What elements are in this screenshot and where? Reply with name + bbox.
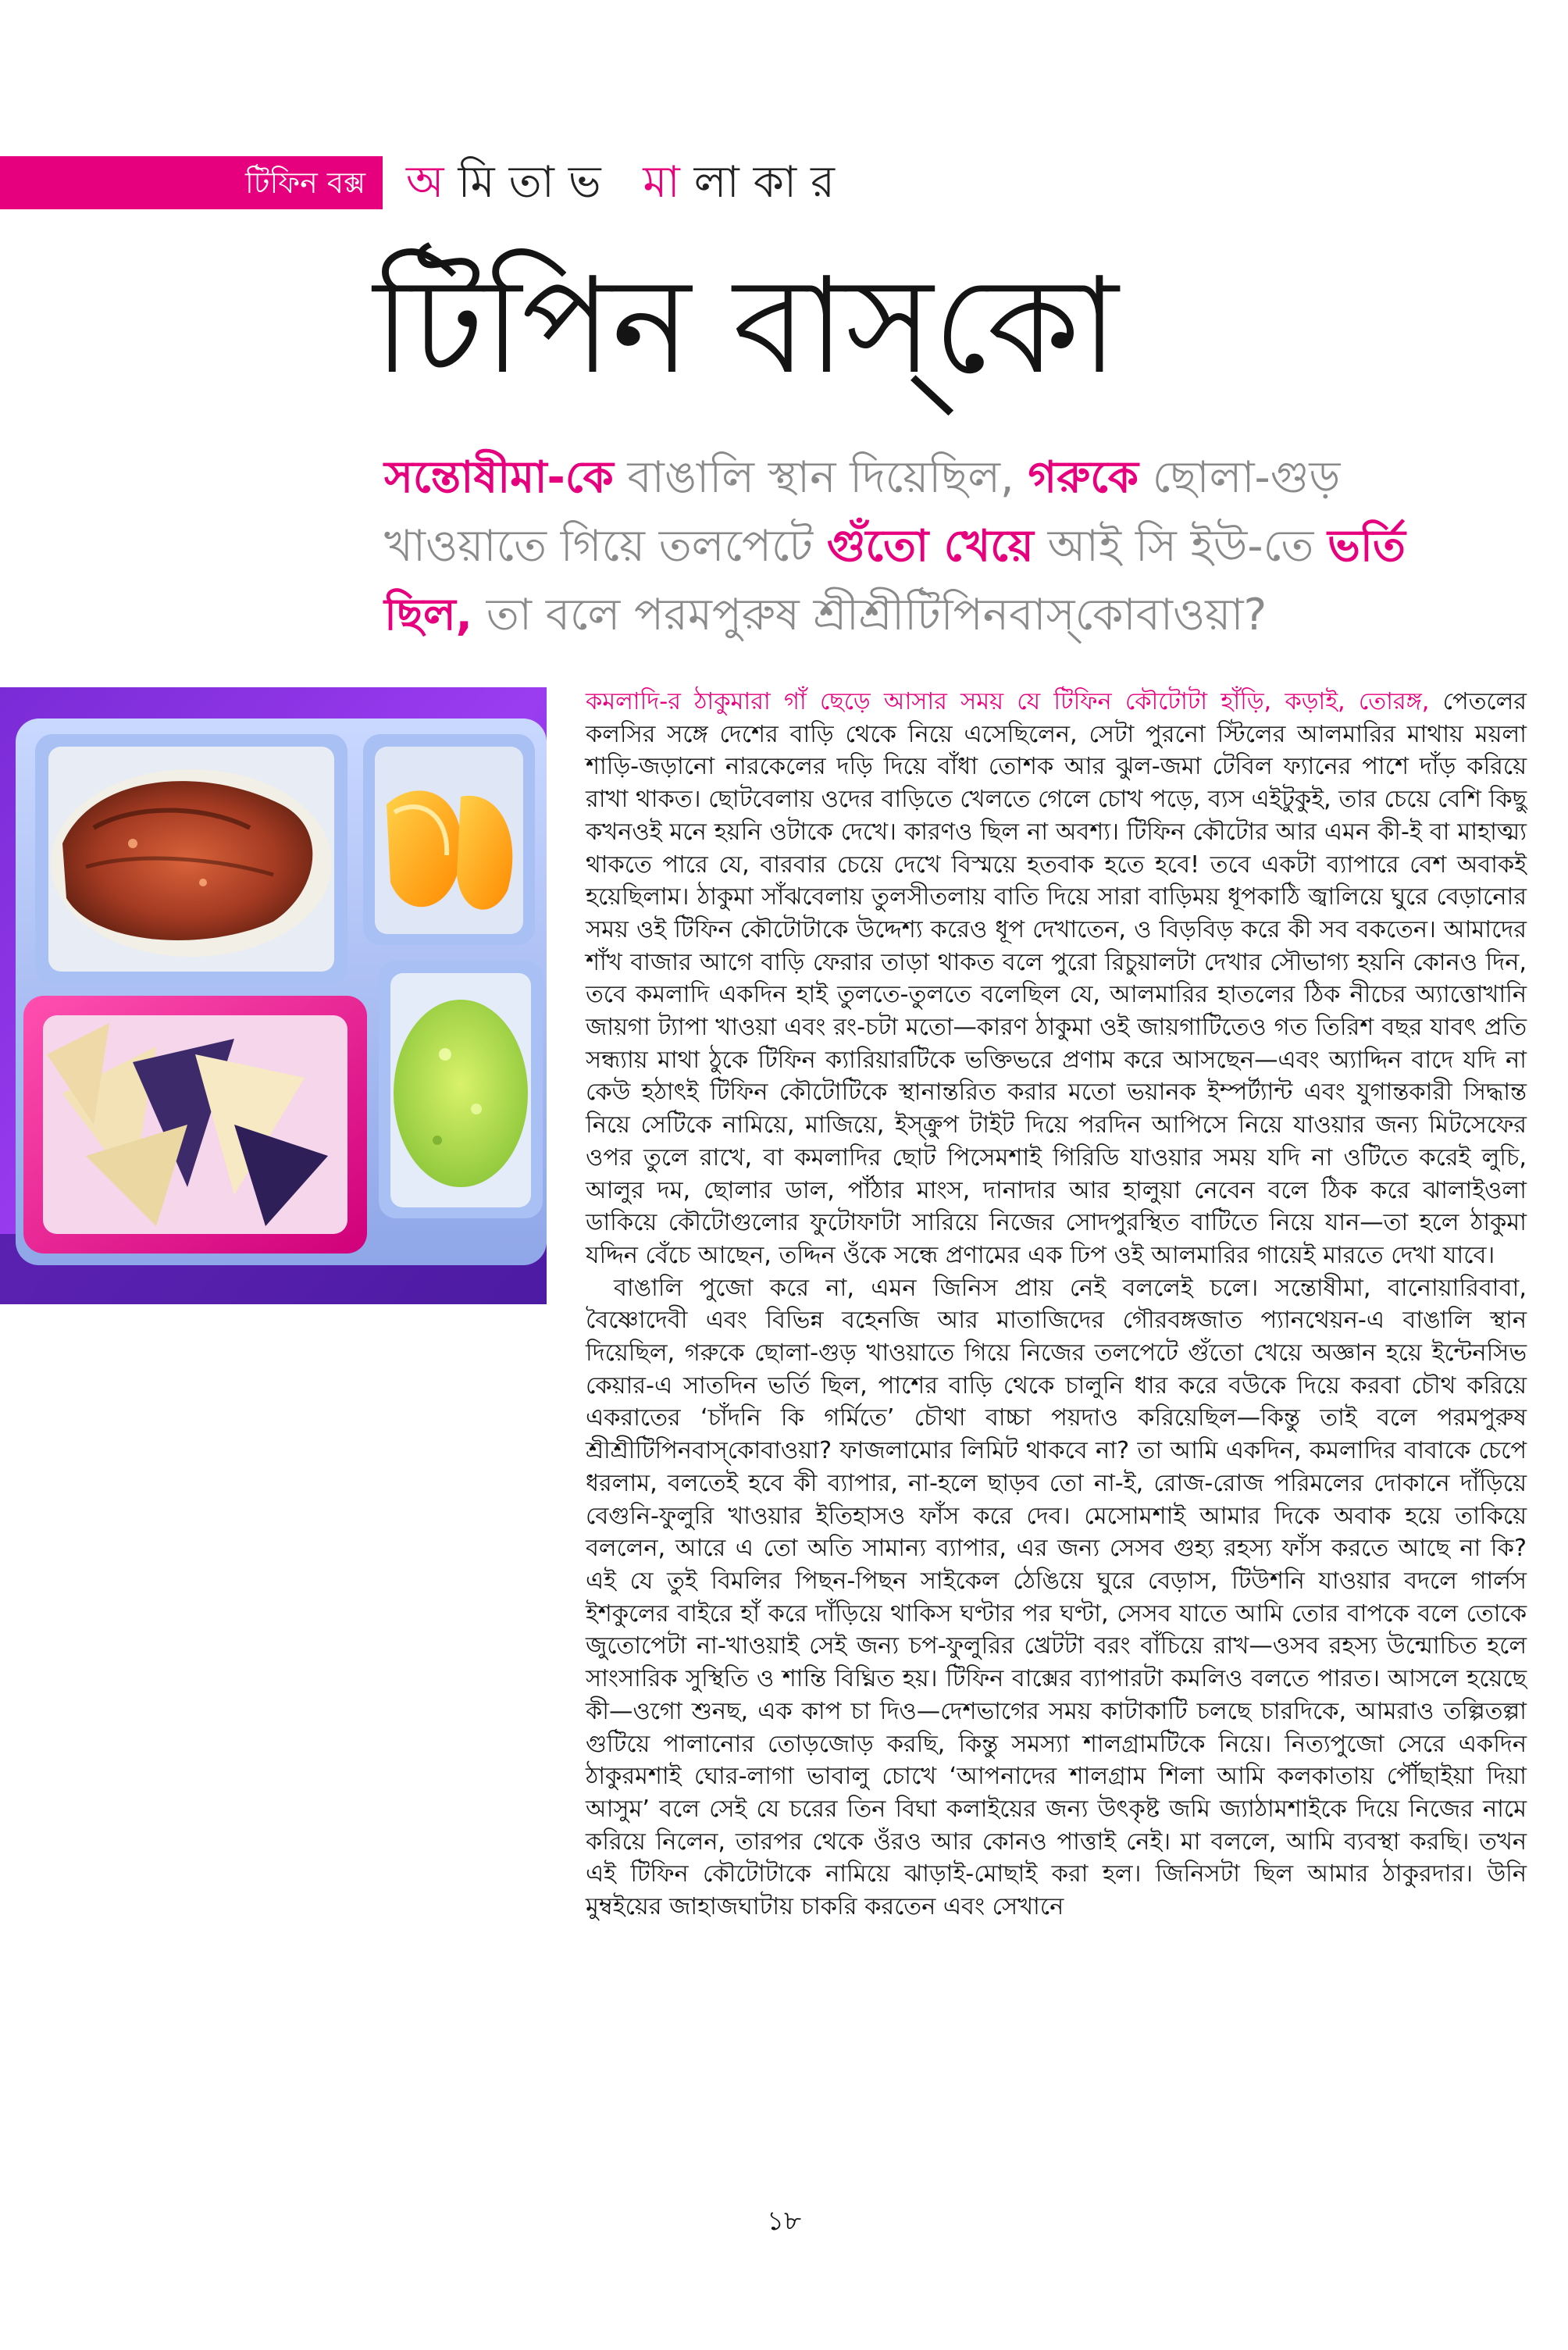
deck-segment: সন্তোষীমা-কে bbox=[384, 452, 614, 503]
deck-segment: গুঁতো খেয়ে bbox=[826, 521, 1034, 572]
deck-segment: আই সি ইউ-তে bbox=[1033, 521, 1328, 572]
lead-in: কমলাদি-র ঠাকুমারা গাঁ ছেড়ে আসার সময় যে টিফিন কৌটোটা হাঁড়ি, কড়াই, তোরঙ্গ, bbox=[586, 688, 1430, 715]
lunchbox-photo bbox=[0, 687, 547, 1304]
article-title: টিপিন বাস্‌কো bbox=[373, 249, 1119, 404]
article-deck bbox=[384, 444, 1493, 650]
section-band bbox=[0, 156, 383, 209]
author-first-rest: মিতাভ bbox=[458, 157, 615, 208]
deck-segment: ছোলা-গুড় খাওয়াতে গিয়ে তলপেটে bbox=[384, 452, 1341, 572]
deck-segment: বাঙালি স্থান দিয়েছিল, bbox=[613, 452, 1028, 503]
page-number: ১৮ bbox=[766, 2206, 802, 2237]
section-label: টিফিন বক্স bbox=[244, 166, 365, 200]
deck-segment: গরুকে bbox=[1028, 452, 1139, 503]
author-last-rest: লাকার bbox=[693, 157, 849, 208]
body-paragraph-2: বাঙালি পুজো করে না, এমন জিনিস প্রায় নেই বললেই চলে। সন্তোষীমা, বানোয়ারিবাবা, বৈষ্ণোদেবী এবং বিভিন্ন বহেনজি আর মাতাজিদের গৌরবঙ্গজাত প্যানথেয়ন-এ বাঙালি স্থান দিয়েছিল, গরুকে ছোলা-গুড় খাওয়াতে গিয়ে নিজের তলপেটে গুঁতো খেয়ে অজ্ঞান হয়ে ইন্টেনসিভ কেয়ার-এ সাতদিন ভর্তি ছিল, পাশের বাড়ি থেকে চালুনি ধার করে বউকে দিয়ে করবা চৌথ করিয়ে একরাতের ‘চাঁদনি কি গর্মিতে’ চৌথা বাচ্চা পয়দাও করিয়েছিল—কিন্তু তাই বলে পরমপুরুষ শ্রীশ্রীটিপিনবাস্‌কোবাওয়া? ফাজলামোর লিমিট থাকবে না? তা আমি একদিন, কমলাদির বাবাকে চেপে ধরলাম, বলতেই হবে কী ব্যাপার, না-হলে ছাড়ব তো না-ই, রোজ-রোজ পরিমলের দোকানে দাঁড়িয়ে বেগুনি-ফুলুরি খাওয়ার ইতিহাসও ফাঁস করে দেব। মেসোমশাই আমার দিকে অবাক হয়ে তাকিয়ে বললেন, আরে এ তো অতি সামান্য ব্যাপার, এর জন্য সেসব গুহ্য রহস্য ফাঁস করতে আছে না কি? এই যে তুই বিমলির পিছন-পিছন সাইকেল ঠেঙিয়ে ঘুরে বেড়াস, টিউশনি যাওয়ার বদলে গার্লস ইশকুলের বাইরে হাঁ করে দাঁড়িয়ে থাকিস ঘণ্টার পর ঘণ্টা, সেসব যাতে আমি তোর বাপকে বলে তোকে জুতোপেটা না-খাওয়াই সেই জন্য চপ-ফুলুরির খ্রেটটা বরং বাঁচিয়ে রাখ—ওসব রহস্য উন্মোচিত হলে সাংসারিক সুস্থিতি ও শান্তি বিঘ্নিত হয়। টিফিন বাক্সের ব্যাপারটা কমলিও বলতে পারত। আসলে হয়েছে কী—ওগো শুনছ, এক কাপ চা দিও—দেশভাগের সময় কাটাকাটি চলছে চারদিকে, আমরাও তল্পিতল্পা গুটিয়ে পালানোর তোড়জোড় করছি, কিন্তু সমস্যা শালগ্রামটিকে নিয়ে। নিত্যপুজো সেরে একদিন ঠাকুরমশাই ঘোর-লাগা ভাবালু চোখে ‘আপনাদের শালগ্রাম শিলা আমি কলকাতায় পৌঁছাইয়া দিয়া আসুম’ বলে সেই যে চরের তিন বিঘা কলাইয়ের জন্য উৎকৃষ্ট জমি জ্যাঠামশাইকে দিয়ে নিজের নামে করিয়ে নিলেন, তারপর থেকে ওঁরও আর কোনও পাত্তাই নেই। মা বললে, আমি ব্যবস্থা করছি। তখন এই টিফিন কৌটোটাকে নামিয়ে ঝাড়াই-মোছাই করা হল। জিনিসটা ছিল আমার ঠাকুরদার। উনি মুম্বইয়ের জাহাজঘাটায় চাকরি করতেন এবং সেখানে bbox=[586, 1274, 1527, 1921]
author-last-accent: মা bbox=[643, 157, 694, 208]
deck-segment: ভর্তি ছিল, bbox=[384, 521, 1406, 640]
author-byline bbox=[406, 155, 849, 211]
body-text-1: পেতলের কলসির সঙ্গে দেশের বাড়ি থেকে নিয়ে এসেছিলেন, সেটা পুরনো স্টিলের আলমারির মাথায় ময়লা শাড়ি-জড়ানো নারকেলের দড়ি দিয়ে বাঁধা তোশক আর ঝুল-জমা টেবিল ফ্যানের পাশে দাঁড় করিয়ে রাখা থাকত। ছোটবেলায় ওদের বাড়িতে খেলতে গেলে চোখ পড়ে, ব্যস এইটুকুই, তার চেয়ে বেশি কিছু কখনওই মনে হয়নি ওটাকে দেখে। কারণও ছিল না অবশ্য। টিফিন কৌটোর আর এমন কী-ই বা মাহাত্ম্য থাকতে পারে যে, বারবার চেয়ে দেখে বিস্ময়ে হতবাক হতে হবে! তবে একটা ব্যাপারে বেশ অবাকই হয়েছিলাম। ঠাকুমা সাঁঝবেলায় তুলসীতলায় বাতি দিয়ে সারা বাড়িময় ধূপকাঠি জ্বালিয়ে ঘুরে বেড়ানোর সময় ওই টিফিন কৌটোটাকে উদ্দেশ্য করেও ধূপ দেখাতেন, ও বিড়বিড় করে কী সব বকতেন। আমাদের শাঁখ বাজার আগে বাড়ি ফেরার তাড়া থাকত বলে পুরো রিচুয়ালটা দেখার সৌভাগ্য হয়নি কোনও দিন, তবে কমলাদি একদিন হাই তুলতে-তুলতে বলেছিল যে, আলমারির হাতলের ঠিক নীচের অ্যাত্তোখানি জায়গা ট্যাপা খাওয়া এবং রং-চটা মতো—কারণ ঠাকুমা ওই জায়গাটিতেও গত তিরিশ বছর যাবৎ প্রতি সন্ধ্যায় মাথা ঠুকে টিফিন ক্যারিয়ারটিকে ভক্তিভরে প্রণাম করে আসছেন—এবং অ্যাদ্দিন বাদে যদি না কেউ হঠাৎই টিফিন কৌটোটিকে স্থানান্তরিত করার মতো ভয়ানক ইম্পর্ট্যান্ট এবং যুগান্তকারী সিদ্ধান্ত নিয়ে সেটিকে নামিয়ে, মাজিয়ে, ইস্‌ক্রুপ টাইট দিয়ে পরদিন আপিসে নিয়ে যাওয়ার জন্য মিটসেফের ওপর তুলে রাখে, বা কমলাদির ছোট পিসেমশাই গিরিডি যাওয়ার সময় যদি না ওটিতে করেই লুচি, আলুর দম, ছোলার ডাল, পাঁঠার মাংস, দানাদার আর হালুয়া নেবেন বলে ঠিক করে ঝালাইওলা ডাকিয়ে কৌটোগুলোর ফুটোফাটা সারিয়ে নিজের সোদপুরস্থিত বাটিতে নিয়ে যান—তা হলে ঠাকুমা যদ্দিন বেঁচে আছেন, তদ্দিন ওঁকে সন্ধে প্রণামের এক ঢিপ ওই আলমারির গায়েই মারতে দেখা যাবে। bbox=[586, 688, 1527, 1269]
deck-segment: তা বলে পরমপুরুষ শ্রীশ্রীটিপিনবাস্‌কোবাওয়া? bbox=[472, 590, 1267, 640]
body-paragraph-1 bbox=[586, 686, 1527, 1272]
article-body bbox=[586, 686, 1527, 1924]
author-first-accent: অ bbox=[406, 157, 458, 208]
